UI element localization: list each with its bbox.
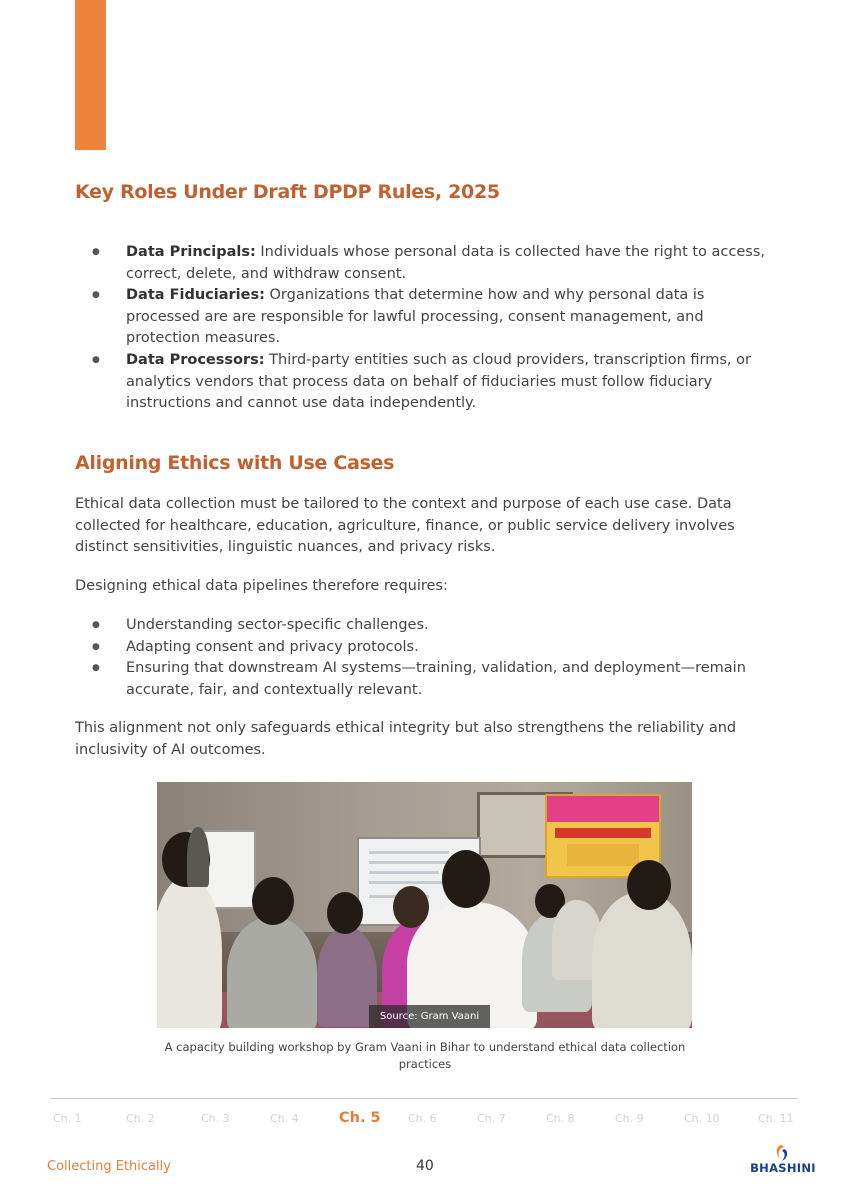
chapter-link-9[interactable]: Ch. 9	[615, 1112, 644, 1125]
bhashini-logo	[748, 1143, 818, 1179]
chapter-link-5-current[interactable]: Ch. 5	[339, 1110, 381, 1126]
chapter-link-10[interactable]: Ch. 10	[684, 1112, 720, 1125]
list-item: ● Understanding sector-specific challenges.	[75, 615, 775, 637]
role-term: Data Processors:	[126, 351, 265, 368]
chapter-link-8[interactable]: Ch. 8	[546, 1112, 575, 1125]
logo-wordmark: BHASHINI	[750, 1161, 816, 1175]
requirements-list	[75, 615, 775, 701]
chapter-link-6[interactable]: Ch. 6	[408, 1112, 437, 1125]
chapter-link-2[interactable]: Ch. 2	[126, 1112, 155, 1125]
roles-list	[75, 242, 775, 415]
chapter-link-11[interactable]: Ch. 11	[758, 1112, 794, 1125]
page-number: 40	[416, 1158, 434, 1174]
workshop-photo	[157, 782, 692, 1028]
role-term: Data Principals:	[126, 244, 256, 260]
chapter-link-1[interactable]: Ch. 1	[53, 1112, 82, 1125]
chapter-link-7[interactable]: Ch. 7	[477, 1112, 506, 1125]
chapter-navigation	[50, 1112, 798, 1132]
accent-bar	[75, 0, 106, 150]
alignment-paragraph: This alignment not only safeguards ethical integrity but also strengthens the reliability and inclusivity of AI outcomes.	[75, 720, 737, 758]
role-term: Data Fiduciaries:	[126, 287, 265, 304]
intro-paragraph: Ethical data collection must be tailored to the context and purpose of each use case. Data collected for healthcare, education, agriculture, finance, or public service delivery involves distinct sensitivities, linguistic nuances, and privacy risks.	[75, 496, 735, 556]
footer-document-title: Collecting Ethically	[47, 1159, 171, 1174]
section-heading-key-roles: Key Roles Under Draft DPDP Rules, 2025	[75, 181, 500, 203]
role-description: Individuals whose personal data is collected have the right to access, correct, delete, and withdraw consent.	[126, 244, 765, 282]
list-item: ● Adapting consent and privacy protocols.	[75, 637, 775, 659]
bhashini-logo-icon	[772, 1143, 792, 1163]
list-item: ● Ensuring that downstream AI systems—training, validation, and deployment—remain accurate, fair, and contextually relevant.	[75, 658, 775, 701]
designing-paragraph: Designing ethical data pipelines therefore requires:	[75, 578, 448, 594]
role-description: Organizations that determine how and why personal data is processed are are responsible for lawful processing, consent management, and protection measures.	[126, 287, 705, 347]
role-description: Third-party entities such as cloud providers, transcription firms, or analytics vendors that process data on behalf of fiduciaries must follow fiduciary instructions and cannot use data independently.	[126, 351, 751, 412]
footer-divider	[50, 1098, 798, 1099]
list-item	[75, 242, 775, 285]
section-heading-aligning-ethics: Aligning Ethics with Use Cases	[75, 452, 395, 474]
list-item	[75, 285, 775, 350]
chapter-link-3[interactable]: Ch. 3	[201, 1112, 230, 1125]
chapter-link-4[interactable]: Ch. 4	[270, 1112, 299, 1125]
figure-caption: A capacity building workshop by Gram Vaani in Bihar to understand ethical data collection practices	[164, 1040, 686, 1071]
list-item	[75, 350, 775, 415]
photo-source-label: Source: Gram Vaani	[369, 1005, 490, 1028]
